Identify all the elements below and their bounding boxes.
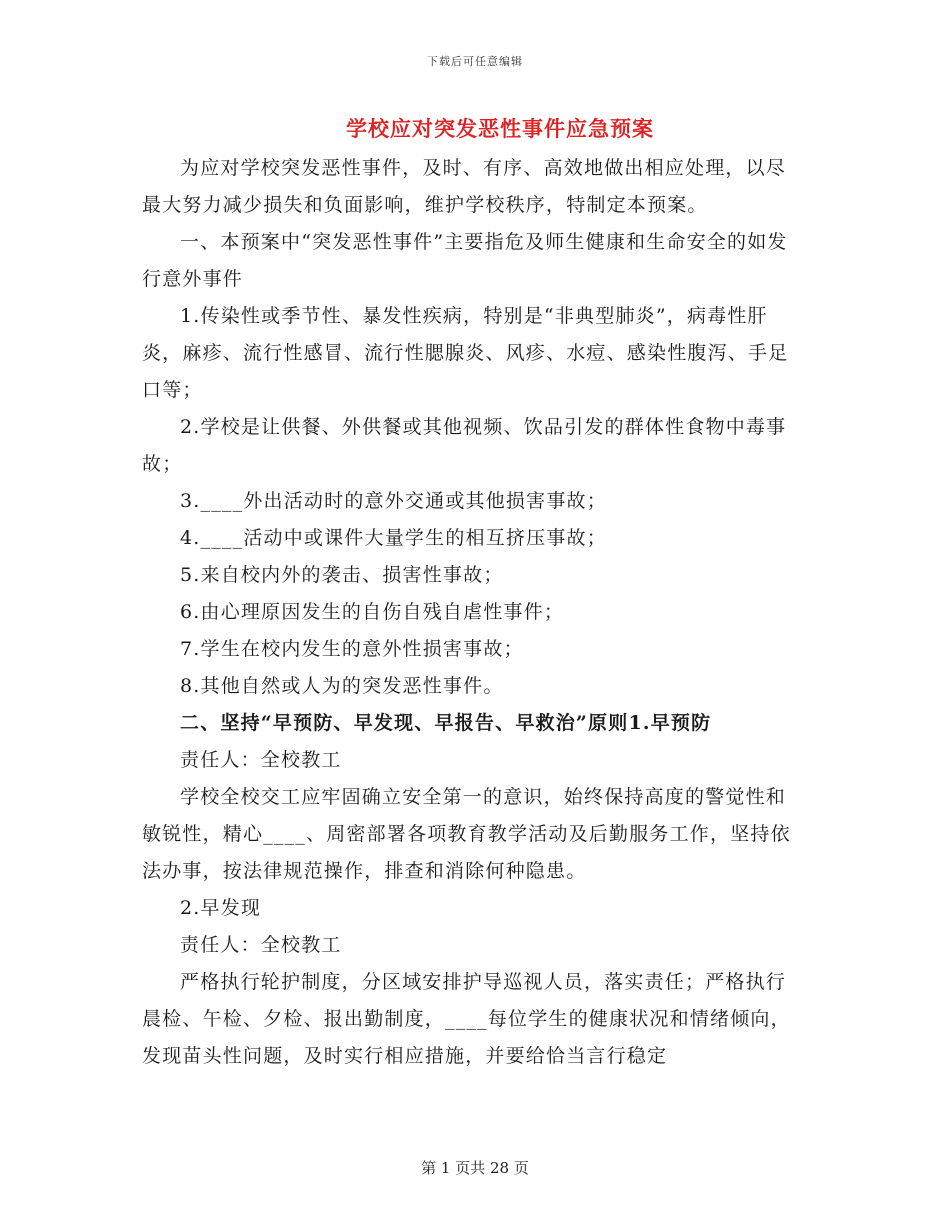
list-item: 1.传染性或季节性、暴发性疾病，特别是“非典型肺炎”，病毒性肝炎，麻疹、流行性感冒、流行性腮腺炎、风疹、水痘、感染性腹泻、手足口等；: [142, 305, 789, 401]
list-item: 4.____活动中或课件大量学生的相互挤压事故；: [180, 527, 607, 549]
body-paragraph: 严格执行轮护制度，分区域安排护导巡视人员，落实责任；严格执行晨检、午检、夕检、报出勤制度，____每位学生的健康状况和情绪倾向，发现苗头性问题，及时实行相应措施，并要给恰当言行稳定: [142, 971, 791, 1067]
intro-paragraph: 为应对学校突发恶性事件，及时、有序、高效地做出相应处理，以尽最大努力减少损失和负面影响，维护学校秩序，特制定本预案。: [142, 157, 787, 216]
document-body: [142, 150, 802, 1075]
list-item: 8.其他自然或人为的突发恶性事件。: [180, 675, 504, 697]
list-item: 3.____外出活动时的意外交通或其他损害事故；: [180, 490, 607, 512]
list-item: 5.来自校内外的袭击、损害性事故；: [180, 564, 504, 586]
subsection-heading: 2.早发现: [180, 897, 262, 919]
section-two-heading: 二、坚持“早预防、早发现、早报告、早救治”原则1.早预防: [180, 712, 712, 734]
header-note: 下载后可任意编辑: [427, 55, 523, 68]
responsible-person: 责任人：全校教工: [180, 934, 342, 956]
section-one-heading: 一、本预案中“突发恶性事件”主要指危及师生健康和生命安全的如发行意外事件: [142, 231, 788, 290]
list-item: 7.学生在校内发生的意外性损害事故；: [180, 638, 524, 660]
document-title: 学校应对突发恶性事件应急预案: [346, 116, 654, 141]
responsible-person: 责任人：全校教工: [180, 749, 342, 771]
list-item: 6.由心理原因发生的自伤自残自虐性事件；: [180, 601, 565, 623]
page-footer: 第 1 页共 28 页: [421, 1159, 529, 1177]
list-item: 2.学校是让供餐、外供餐或其他视频、饮品引发的群体性食物中毒事故；: [142, 416, 787, 475]
body-paragraph: 学校全校交工应牢固确立安全第一的意识，始终保持高度的警觉性和敏锐性，精心____、周密部署各项教育教学活动及后勤服务工作，坚持依法办事，按法律规范操作，排查和消除何种隐患。: [142, 786, 791, 882]
